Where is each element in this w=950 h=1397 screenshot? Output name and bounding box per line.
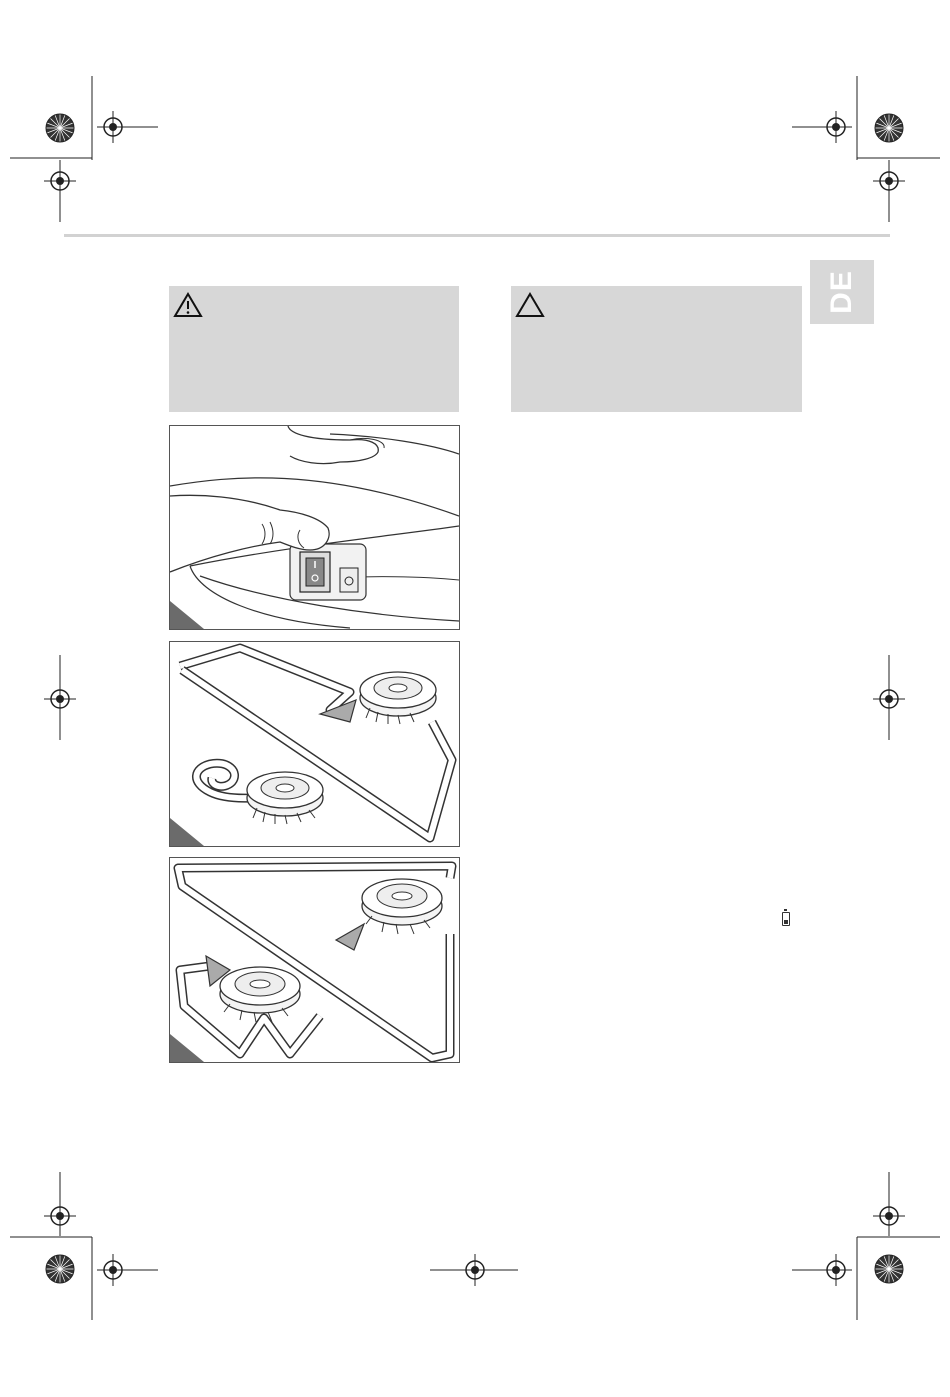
figure-corner-marker	[170, 601, 204, 629]
warning-triangle-icon	[173, 292, 203, 318]
figure-spiral-cleaning	[169, 641, 460, 847]
figure-zigzag-cleaning	[169, 857, 460, 1063]
robot-vacuum-top	[362, 879, 442, 934]
spiral-path-illustration	[170, 642, 459, 846]
zigzag-path-illustration	[170, 858, 459, 1062]
caution-triangle-icon	[515, 292, 545, 318]
battery-icon	[782, 912, 790, 926]
robot-vacuum-bottom	[247, 772, 323, 824]
warning-box-right	[511, 286, 802, 412]
power-switch-illustration	[170, 426, 459, 629]
figure-corner-marker	[170, 1034, 204, 1062]
figure-power-switch	[169, 425, 460, 630]
figure-corner-marker	[170, 818, 204, 846]
language-tab	[810, 260, 874, 324]
robot-vacuum-top	[360, 672, 436, 724]
language-tab-label: DE	[825, 270, 858, 314]
warning-box-left	[169, 286, 459, 412]
robot-vacuum-bottom	[220, 967, 300, 1022]
header-rule	[64, 234, 890, 237]
